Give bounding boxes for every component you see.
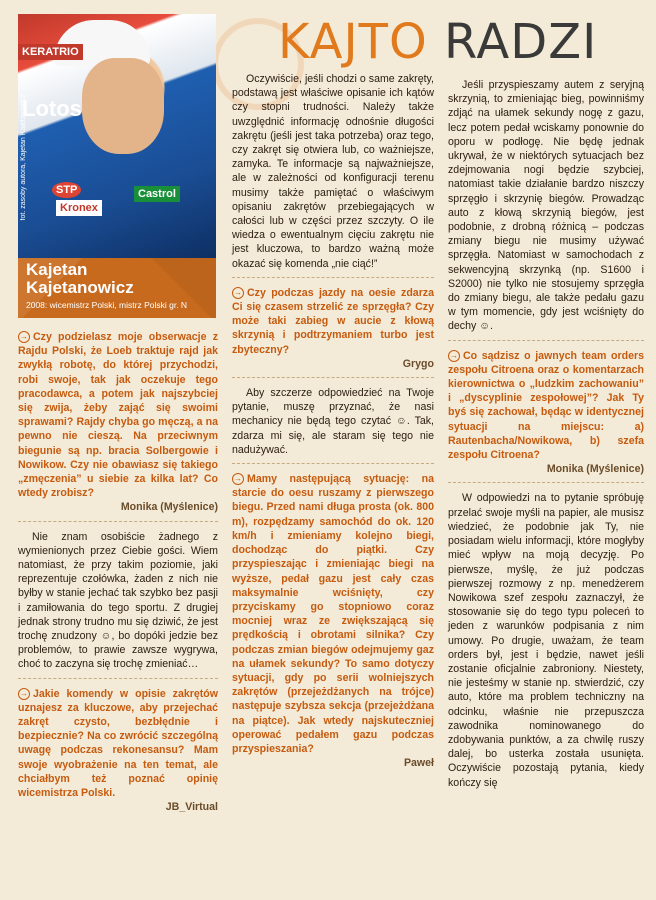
title-part2: RADZI: [444, 14, 598, 70]
divider: [448, 482, 644, 483]
question-1: → Czy podzielasz moje obserwacje z Rajdu Polski, że Loeb traktuje rajd jak zwykłą robotę, do której przychodzi, robi swoje, tak jak oczekuje tego pracodawca, a potem jak najszybciej się zwija, żeby zająć się swoimi sprawami? Rajdy chyba go męczą, a na pewno nie cieszą. Na przeciwnym biegunie są np. bracia Solbergowie i Nowikow. Czy nie obawiasz się takiego „zmęczenia” u siebie za kilka lat? Co wtedy zrobisz?: [18, 331, 218, 500]
question-1-author: Monika (Myślenice): [120, 501, 218, 514]
profile-first-name: Kajetan: [26, 260, 88, 279]
question-3-author: Grygo: [402, 357, 434, 370]
question-5: → Co sądzisz o jawnych team orders zespołu Citroena oraz o komentarzach kierownictwa o „ludzkim zachowaniu” i „dyscyplinie zespołowej”? Jak Ty byś się zachował, będąc w identycznej sytuacji na miejscu: a) Rautenbacha/Nowikowa, b) szefa zespołu Citroena?: [448, 349, 644, 462]
question-4-author: Paweł: [403, 757, 434, 770]
sponsor-logo: Kronex: [56, 200, 102, 216]
arrow-icon: →: [450, 350, 458, 360]
answer-5: W odpowiedzi na to pytanie spróbuję przelać swoje myśli na papier, ale musisz wiedzieć, że podobnie jak Ty, nie posiadam wielu informacji, które mogłyby mieć wpływ na moją decyzję. Po pierwsze, myślę, że już podczas pierwszej rozmowy z np. menedżerem Nowikowa szef zespołu zaznaczył, że stosowanie się do tego typu poleceń to jeden z warunków podpisania z nim umowy. Po drugie, uważam, że team orders był, jest i będzie, nawet jeśli zostanie oficjalnie zabroniony. Niestety, nie jesteśmy w stanie np. stwierdzić, czy auto, które ma problem techniczny na odcinku, właśnie nie przepuszcza zawodnika nominowanego do zdobywania punktów, a za chwilę ruszy dalej, bo usterka została usunięta. Oczywiście pozostają pytania, kiedy kończy się: [448, 492, 644, 789]
sponsor-logo: KERATRIO: [18, 44, 83, 60]
profile-last-name: Kajetanowicz: [26, 278, 134, 297]
divider: [448, 340, 644, 341]
profile-description: 2008: wicemistrz Polski, mistrz Polski gr. N: [26, 300, 188, 310]
divider: [232, 277, 434, 278]
question-3: → Czy podczas jazdy na oesie zdarza Ci się czasem strzelić ze sprzęgła? Czy może taki zabieg w aucie z kłową skrzynią i podtrzymaniem turbo jest zbyteczny?: [232, 286, 434, 356]
answer-0: Oczywiście, jeśli chodzi o same zakręty, podstawą jest właściwe opisanie ich kątów czy stopni trudności. Należy także uwzględnić informację odnośnie długości zakrętu (jeśli jest taka potrzeba) oraz tego, czy zakręt się otwiera lub, co ważniejsze, zamyka. Te informacje są najważniejsze, ale w zależności od konfiguracji terenu musimy także pamiętać o właściwym opisaniu zakrętów przebiegających w całości lub w części przez szczyty. O ile wiedza o ewentualnym cięciu zakrętu nie jest kluczowa, to bardzo ważną może okazać się komenda „nie ciąć!”: [232, 73, 434, 270]
answer-3: Aby szczerze odpowiedzieć na Twoje pytanie, muszę przyznać, że nasi mechanicy nie będą tego czytać ☺. Tak, zdarza mi się, ale staram się tego nie nadużywać.: [232, 387, 434, 456]
portrait-photo: [18, 14, 216, 258]
sponsor-logo: Lotos: [22, 96, 82, 121]
page-title: [278, 14, 597, 70]
divider: [232, 463, 434, 464]
title-part1: KAJTO: [278, 14, 428, 70]
profile-box: [18, 258, 216, 318]
question-4: → Mamy następującą sytuację: na starcie do oesu ruszamy z pierwszego biegu. Przed nami długa prosta (ok. 800 m), rozpędzamy samochód do ok. 120 km/h i zmieniamy kolejno biegi, dochodząc do piątki. Czy przyspieszając i zmieniając biegi na wyższe, pedał gazu jest cały czas maksymalnie wciśnięty, czy przyciskamy go stopniowo coraz mocniej wraz ze zwiększającą się prędkością i obrotami silnika? Czy podczas zmian biegów odejmujemy gaz na ułamek sekundy? To samo dotyczy sytuacji, gdy po serii wolniejszych zakrętów (przejeżdżanych na trójce) następuje szybsza sekcja (przejeżdżana na piątce). Jak wtedy najskuteczniej operować pedałem gazu podczas przyspieszania?: [232, 473, 434, 755]
arrow-icon: →: [20, 688, 28, 698]
question-5-author: Monika (Myślenice): [546, 463, 644, 476]
arrow-icon: →: [20, 332, 28, 341]
face-shape: [82, 58, 164, 154]
arrow-icon: →: [234, 287, 242, 297]
sponsor-logo: STP: [52, 182, 81, 198]
answer-1: Nie znam osobiście żadnego z wymienionych przez Ciebie gości. Wiem natomiast, że przy takim poziomie, jaki reprezentuje czołówka, żaden z nich nie byłby w stanie jechać tak szybko bez pasji i zamiłowania do tego sportu. Z drugiej jednak strony trudno mu się dziwić, że jest trochę znudzony ☺, bo dopóki jedzie bez problemów, to prawie zawsze wygrywa, choć to zaczyna się trochę zmieniać…: [18, 530, 218, 671]
answer-4: Jeśli przyspieszamy autem z seryjną skrzynią, to zmieniając bieg, powinniśmy zdjąć na ułamek sekundy nogę z gazu, lecz potem pedał wciskamy ponownie do oporu w podłogę. Nie będę jednak ukrywał, że w niektórych sytuacjach bez zdejmowania nogi będzie szybciej, natomiast takie działanie bardzo niszczy sprzęgło i skrzynię biegów. Prowadząc auto z kłową skrzynią biegów, jest podobnie, z drobną różnicą – podczas zmiany biegu nie musimy używać sprzęgła. Natomiast w samochodach z sekwencyjną skrzynką (np. S1600 i S2000) nie tylko nie stosujemy sprzęgła do zmiany biegu, ale także pedału gazu w tym momencie, gdy jest wciśnięty do dechy ☺.: [448, 79, 644, 333]
column-1: [18, 330, 218, 815]
sponsor-logo: Castrol: [134, 186, 180, 202]
divider: [18, 521, 218, 522]
photo-credit: fot. zasoby autora, Kajetan Kajetanowicz: [20, 94, 27, 221]
question-2: → Jakie komendy w opisie zakrętów uznajesz za kluczowe, aby przejechać zakręt czysto, bezbłędnie i bezpiecznie? Na co zwrócić szczególną uwagę podczas rekonesansu? Mam swoje wyobrażenie na ten temat, ale chciałbym też poznać opinię wicemistrza Polski.: [18, 687, 218, 800]
question-2-author: JB_Virtual: [165, 801, 218, 814]
column-2: [232, 72, 434, 770]
column-3: [448, 78, 644, 790]
divider: [232, 377, 434, 378]
arrow-icon: →: [234, 474, 242, 484]
divider: [18, 678, 218, 679]
